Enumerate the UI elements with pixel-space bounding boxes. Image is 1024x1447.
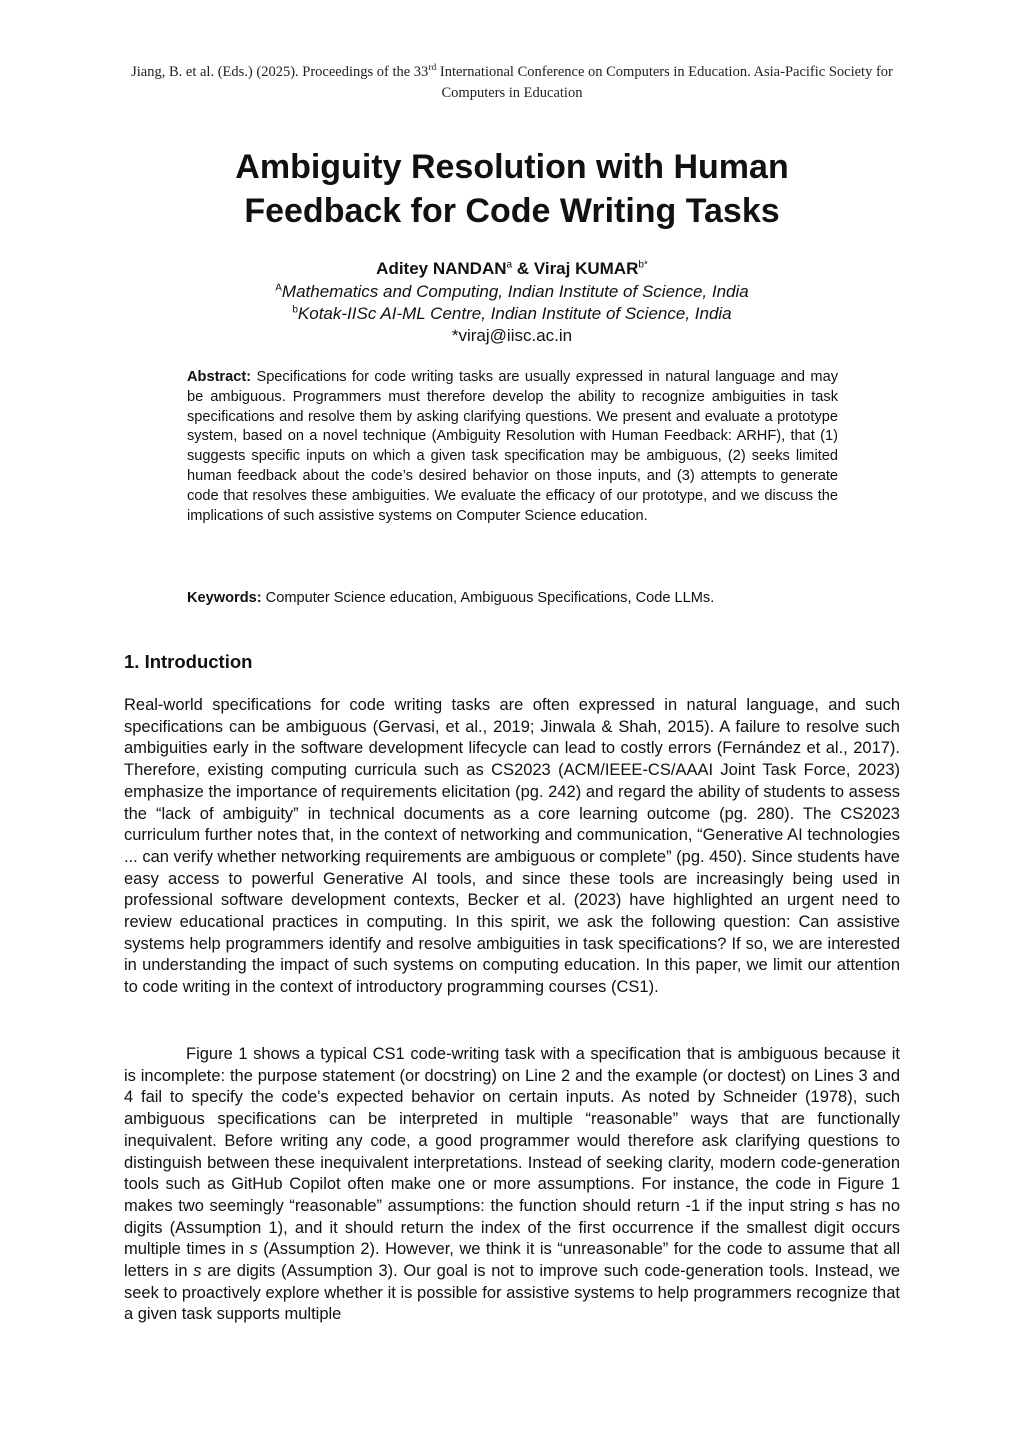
variable-s-1: s bbox=[835, 1196, 844, 1215]
keywords bbox=[187, 588, 838, 608]
para2-segment-c: (Assumption 2). However, we think it is “unreasonable” for the code to assume that all letters in bbox=[124, 1240, 900, 1281]
paper-title bbox=[112, 145, 912, 233]
author-2-name: Viraj KUMAR bbox=[533, 259, 639, 278]
title-line-2: Feedback for Code Writing Tasks bbox=[244, 192, 780, 230]
affiliation-1-text: Mathematics and Computing, Indian Institute of Science, India bbox=[281, 282, 749, 301]
abstract bbox=[187, 368, 838, 526]
para2-segment-b: has no digits (Assumption 1), and it should return the index of the first occurrence if the smallest digit occurs multiple times in bbox=[124, 1196, 900, 1259]
abstract-label: Abstract: bbox=[187, 369, 252, 385]
author-1-name: Aditey NANDAN bbox=[376, 259, 507, 278]
variable-s-3: s bbox=[193, 1262, 202, 1281]
intro-paragraph-1: Real-world specifications for code writing tasks are often expressed in natural language, and such specifications can be ambiguous (Gervasi, et al., 2019; Jinwala & Shah, 2015). A failure to resolve such ambiguities early in the software development lifecycle can lead to costly errors (Fernández et al., 2017). Therefore, existing computing curricula such as CS2023 (ACM/IEEE-CS/AAAI Joint Task Force, 2023) emphasize the importance of requirements elicitation (pg. 242) and regard the ability of students to assess the “lack of ambiguity” in technical documents as a core learning outcome (pg. 280). The CS2023 curriculum further notes that, in the context of networking and communication, “Generative AI technologies ... can verify whether networking requirements are ambiguous or complete” (pg. 450). Since students have easy access to powerful Generative AI tools, and since these tools are increasingly being used in professional software development contexts, Becker et al. (2023) have highlighted an urgent need to review educational practices in computing. In this spirit, we ask the following question: Can assistive systems help programmers identify and resolve ambiguities in task specifications? If so, we are interested in understanding the impact of such systems on computing education. In this paper, we limit our attention to code writing in the context of introductory programming courses (CS1). bbox=[124, 696, 900, 997]
corresponding-email[interactable]: *viraj@iisc.ac.in bbox=[451, 326, 573, 345]
affiliation-2-marker: b bbox=[292, 304, 298, 316]
affiliation-2 bbox=[112, 303, 912, 325]
affiliation-2-text: Kotak-IISc AI-ML Centre, Indian Institute of Science, India bbox=[297, 304, 732, 323]
running-header bbox=[110, 62, 914, 104]
affiliation-1 bbox=[112, 281, 912, 303]
abstract-text: Specifications for code writing tasks are usually expressed in natural language and may be ambiguous. Programmers must therefore develop the ability to recognize ambiguities in task specifications and resolve them by asking clarifying questions. We present and evaluate a prototype system, based on a novel technique (Ambiguity Resolution with Human Feedback: ARHF), that (1) suggests specific inputs on which a given task specification may be ambiguous, (2) seeks limited human feedback about the code’s desired behavior on those inputs, and (3) attempts to generate code that resolves these ambiguities. We evaluate the efficacy of our prototype, and we discuss the implications of such assistive systems on Computer Science education. bbox=[187, 369, 838, 524]
keywords-label: Keywords: bbox=[187, 590, 262, 606]
author-1-affil-marker: a bbox=[506, 259, 513, 271]
para2-segment-a: Figure 1 shows a typical CS1 code-writing task with a specification that is ambiguous because it is incomplete: the purpose statement (or docstring) on Line 2 and the example (or doctest) on Lines 3 and 4 fail to specify the code's expected behavior on certain inputs. As noted by Schneider (1978), such ambiguous specifications can be interpreted in multiple “reasonable” ways that are functionally inequivalent. Before writing any code, a good programmer would therefore ask clarifying questions to distinguish between these inequivalent interpretations. Instead of seeking clarity, modern code-generation tools such as GitHub Copilot often make one or more assumptions. For instance, the code in Figure 1 makes two seemingly “reasonable” assumptions: the function should return -1 if the input string bbox=[124, 1045, 900, 1215]
affiliation-1-marker: A bbox=[275, 282, 282, 294]
title-line-1: Ambiguity Resolution with Human bbox=[235, 148, 789, 186]
header-citation-part1: Jiang, B. et al. (Eds.) (2025). Proceedings of the 33 bbox=[131, 64, 429, 80]
author-2-affil-marker: b* bbox=[638, 259, 648, 271]
author-separator: & bbox=[512, 259, 534, 278]
header-citation-part2: International Conference on Computers in Education. Asia-Pacific Society for Computers in Education bbox=[436, 64, 893, 101]
section-heading-introduction: 1. Introduction bbox=[124, 651, 253, 672]
keywords-text: Computer Science education, Ambiguous Specifications, Code LLMs. bbox=[261, 590, 715, 606]
intro-paragraph-2 bbox=[124, 1044, 900, 1326]
para2-segment-d: are digits (Assumption 3). Our goal is not to improve such code-generation tools. Instead, we seek to proactively explore whether it is possible for assistive systems to help programmers recognize that a given task supports multiple bbox=[124, 1262, 900, 1324]
variable-s-2: s bbox=[249, 1240, 258, 1259]
author-list bbox=[112, 258, 912, 280]
header-ordinal-suffix: rd bbox=[428, 63, 437, 74]
